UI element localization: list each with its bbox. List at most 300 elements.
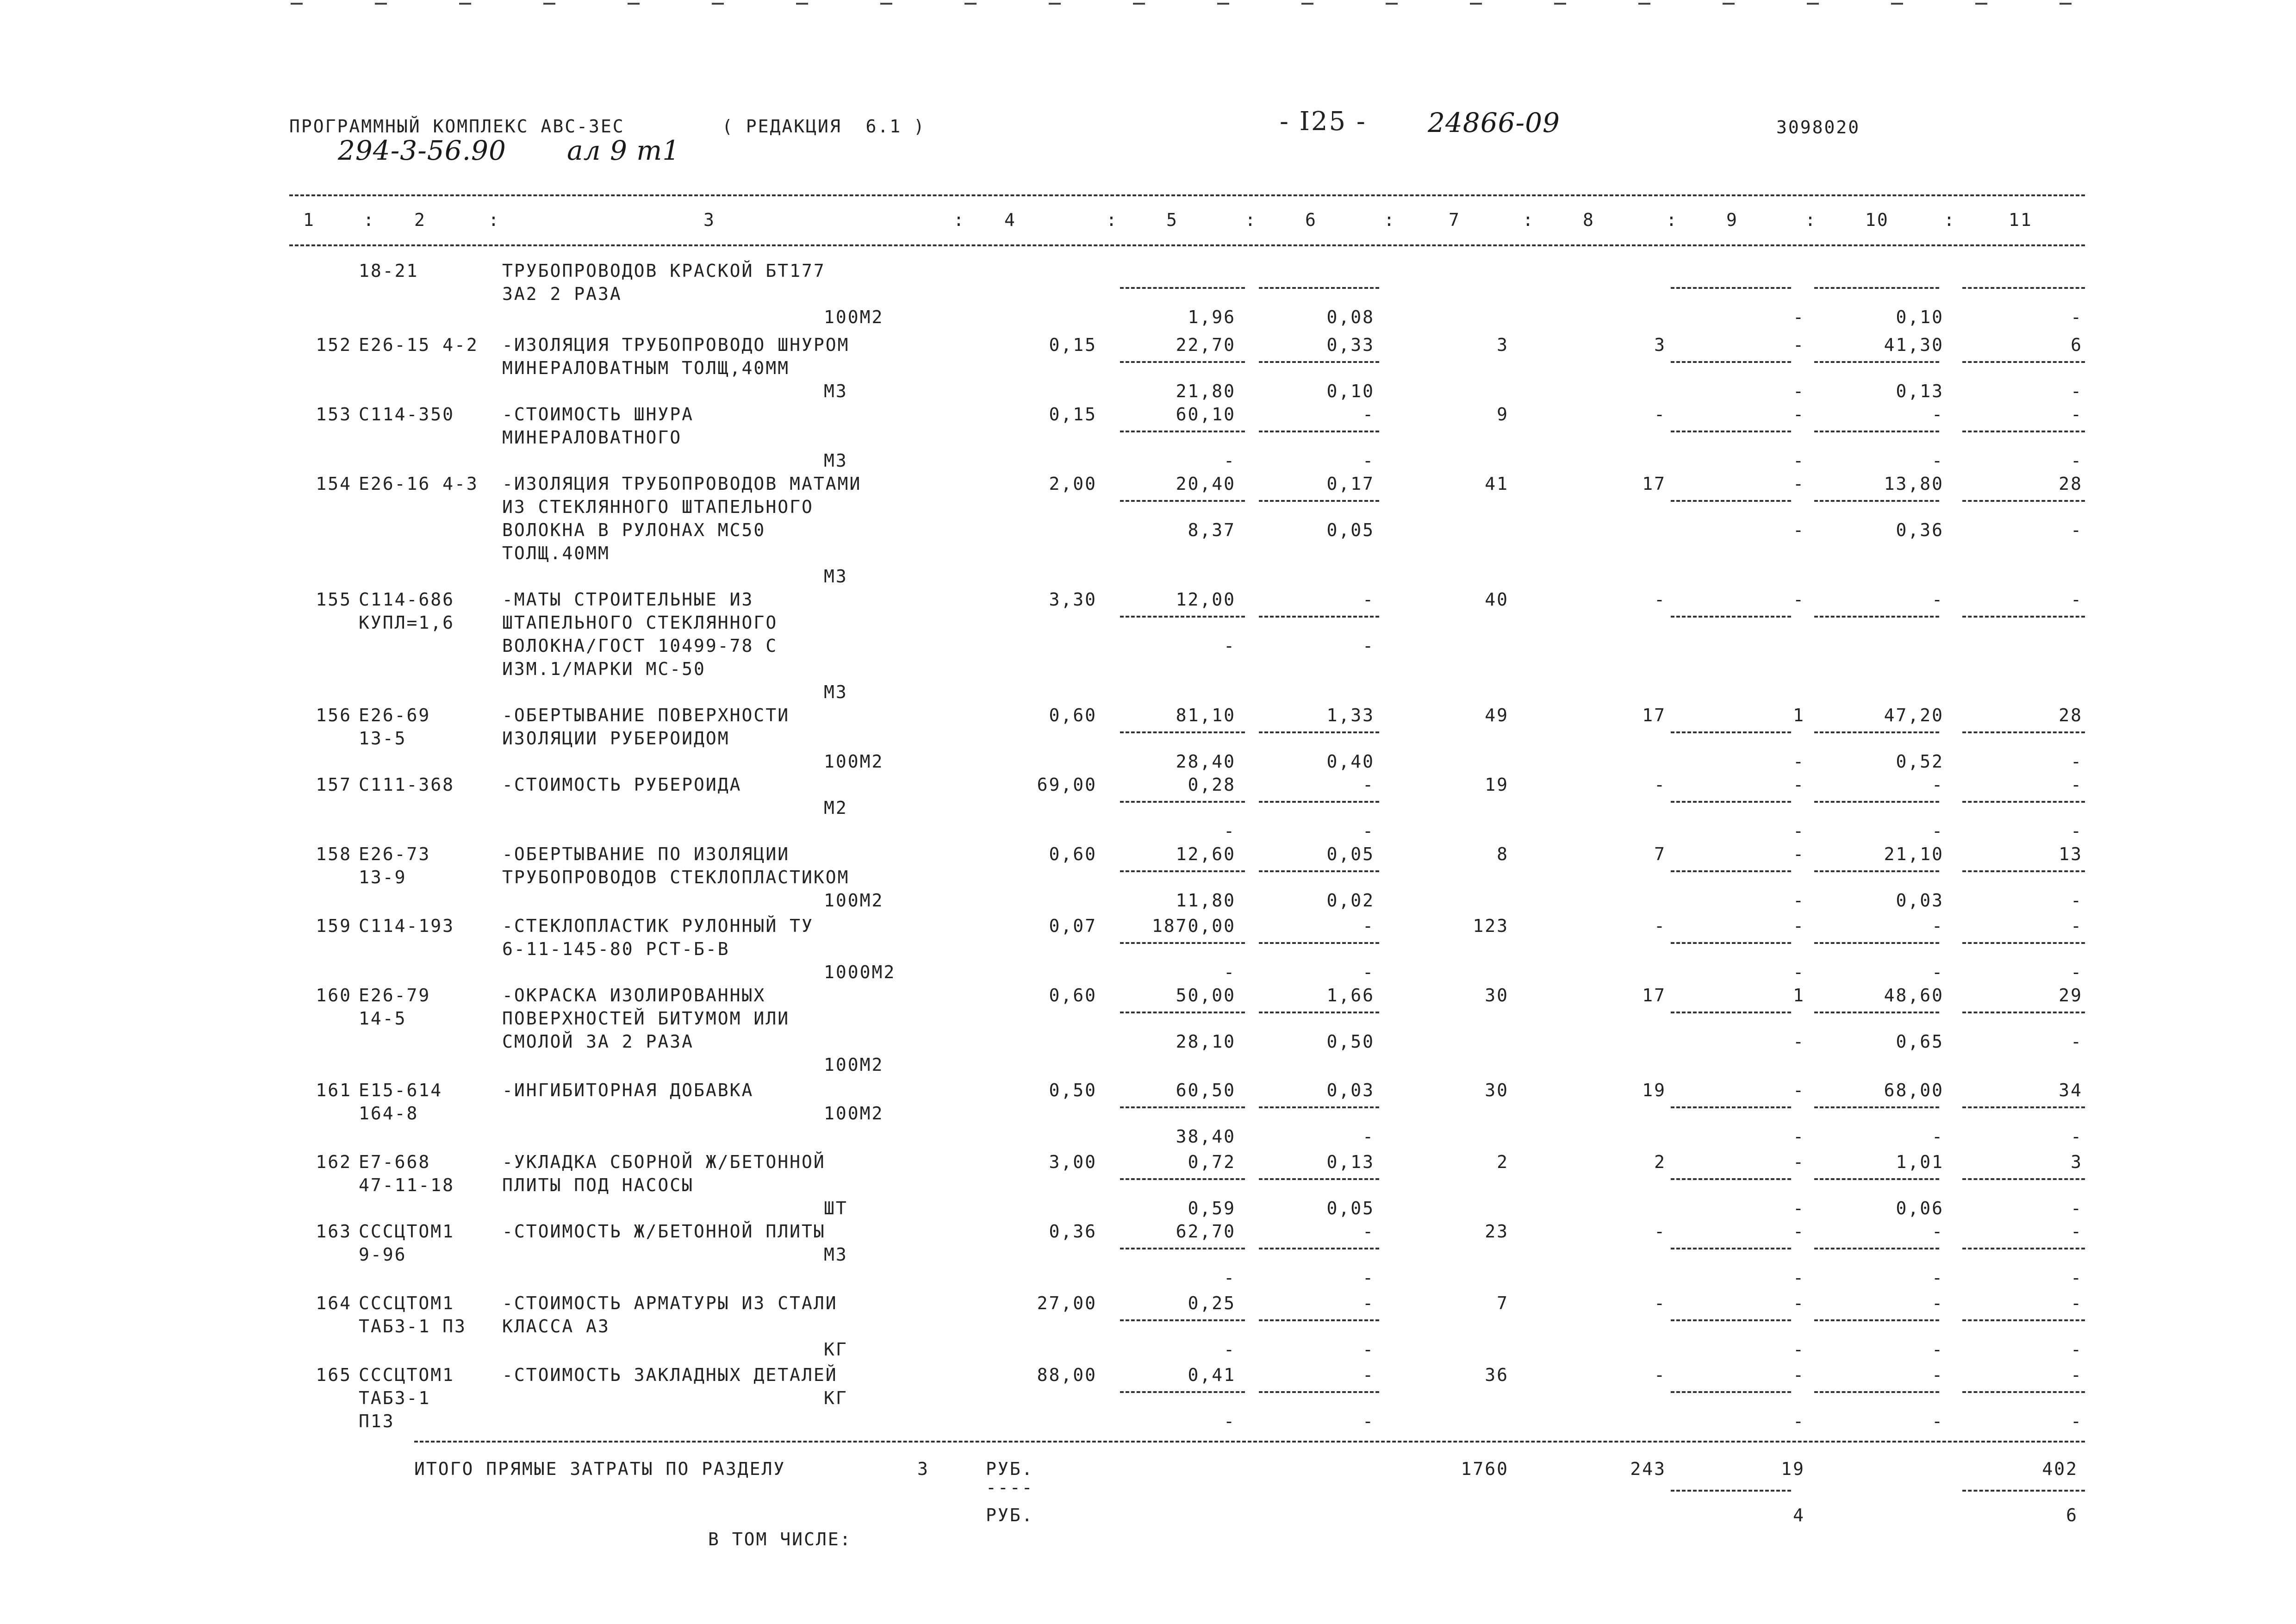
page-number: - I25 - [1280, 106, 1367, 137]
row-col5-labour: 11,80 [1176, 890, 1236, 911]
column-separator: : [1666, 210, 1678, 230]
row-col11-rule [1962, 1319, 2085, 1321]
row-col6-rule [1259, 1106, 1379, 1108]
row-description: ИЗОЛЯЦИИ РУБЕРОИДОМ [502, 728, 730, 749]
row-col9-rule [1671, 1178, 1791, 1180]
row-col11-rule [1962, 431, 2085, 432]
column-header-8: 8 [1583, 210, 1595, 230]
row-col8: - [1654, 916, 1666, 936]
row-col6-rule [1259, 731, 1379, 733]
edge-mark [712, 3, 724, 5]
row-col9-rule [1671, 870, 1791, 872]
row-col5-total: 1870,00 [1151, 916, 1236, 936]
row-col8: - [1654, 1365, 1666, 1385]
row-col6-total: 0,03 [1326, 1080, 1375, 1100]
row-col8: 2 [1654, 1152, 1666, 1172]
row-col10-total: 13,80 [1884, 474, 1944, 494]
row-code: С114-350 [359, 404, 455, 425]
row-description: ВОЛОКНА В РУЛОНАХ МС50 [502, 520, 766, 540]
row-code: С114-686 [359, 589, 455, 610]
row-col10-rule [1814, 1248, 1939, 1249]
row-col11-labour: - [2071, 821, 2083, 841]
edge-mark [375, 3, 387, 5]
row-col11-rule [1962, 731, 2085, 733]
row-code: Е26-69 [359, 705, 431, 725]
row-col5-total: 22,70 [1176, 335, 1236, 355]
row-col5-rule [1120, 801, 1245, 803]
row-col9-labour: - [1793, 1339, 1805, 1360]
row-code: 14-5 [359, 1008, 407, 1029]
row-description: ИЗМ.1/МАРКИ МС-50 [502, 659, 706, 679]
row-description: -СТОИМОСТЬ АРМАТУРЫ ИЗ СТАЛИ [502, 1293, 838, 1313]
row-col9-rule [1671, 361, 1791, 363]
row-code: 18-21 [359, 261, 419, 281]
row-col5-labour: - [1224, 636, 1236, 656]
row-col5-labour: 38,40 [1176, 1126, 1236, 1147]
edge-mark [1891, 3, 1903, 5]
row-col8: - [1654, 404, 1666, 425]
row-description: ШТАПЕЛЬНОГО СТЕКЛЯННОГО [502, 612, 778, 633]
row-col6-total: - [1363, 589, 1375, 610]
row-col6-rule [1259, 361, 1379, 363]
row-col11-total: 28 [2059, 705, 2083, 725]
row-col6-total: - [1363, 916, 1375, 936]
totals-col9-rule [1671, 1490, 1791, 1492]
edge-mark [796, 3, 808, 5]
row-unit: М2 [824, 798, 848, 818]
edge-mark [1217, 3, 1229, 5]
row-quantity: 3,00 [1049, 1152, 1097, 1172]
row-description: -ОКРАСКА ИЗОЛИРОВАННЫХ [502, 985, 766, 1006]
row-col11-total: - [2071, 1365, 2083, 1385]
row-description: ЗА2 2 РАЗА [502, 284, 622, 304]
row-col6-rule [1259, 1319, 1379, 1321]
row-col9-rule [1671, 801, 1791, 803]
totals-unit-2: РУБ. [986, 1505, 1034, 1525]
row-col8: 17 [1642, 985, 1666, 1006]
row-col7: 49 [1485, 705, 1509, 725]
row-quantity: 0,15 [1049, 404, 1097, 425]
totals-col9: 19 [1781, 1459, 1805, 1479]
row-quantity: 0,36 [1049, 1221, 1097, 1242]
row-col5-labour: 8,37 [1188, 520, 1236, 540]
header-rule-top [289, 194, 2085, 196]
edge-mark [1638, 3, 1650, 5]
row-code: 13-9 [359, 867, 407, 887]
row-col11-labour: - [2071, 962, 2083, 982]
row-col10-total: - [1932, 1221, 1944, 1242]
row-code: Е26-79 [359, 985, 431, 1006]
column-header-3: 3 [703, 210, 716, 230]
row-col11-rule [1962, 870, 2085, 872]
program-title: ПРОГРАММНЫЙ КОМПЛЕКС АВС-3ЕС [289, 116, 625, 137]
edge-mark [1807, 3, 1819, 5]
column-separator: : [1805, 210, 1817, 230]
row-col5-labour: - [1224, 1339, 1236, 1360]
row-col9-labour: - [1793, 520, 1805, 540]
row-description: ВОЛОКНА/ГОСТ 10499-78 С [502, 636, 778, 656]
row-code: Е15-614 [359, 1080, 443, 1100]
row-number: 165 [316, 1365, 352, 1385]
row-col5-rule [1120, 431, 1245, 432]
row-col11-total: 28 [2059, 474, 2083, 494]
row-col10-rule [1814, 1319, 1939, 1321]
column-separator: : [1523, 210, 1535, 230]
row-col6-labour: - [1363, 1339, 1375, 1360]
row-col6-total: 0,33 [1326, 335, 1375, 355]
edge-mark [628, 3, 640, 5]
column-separator: : [1384, 210, 1396, 230]
row-description: -УКЛАДКА СБОРНОЙ Ж/БЕТОННОЙ [502, 1152, 826, 1172]
row-description: -ИНГИБИТОРНАЯ ДОБАВКА [502, 1080, 754, 1100]
column-separator: : [1106, 210, 1118, 230]
row-col11-total: - [2071, 404, 2083, 425]
document-number: 24866-09 [1428, 107, 1560, 138]
row-col10-rule [1814, 1391, 1939, 1393]
row-col7: 41 [1485, 474, 1509, 494]
column-header-9: 9 [1726, 210, 1738, 230]
row-unit: КГ [824, 1339, 848, 1360]
row-col5-labour: 0,59 [1188, 1198, 1236, 1218]
row-col10-total: 47,20 [1884, 705, 1944, 725]
row-col9-labour: - [1793, 307, 1805, 327]
row-number: 161 [316, 1080, 352, 1100]
row-col7: 19 [1485, 775, 1509, 795]
column-header-2: 2 [414, 210, 426, 230]
row-col10-labour: - [1932, 1126, 1944, 1147]
column-header-1: 1 [303, 210, 315, 230]
row-code: 164-8 [359, 1103, 419, 1124]
row-col6-labour: - [1363, 636, 1375, 656]
row-number: 160 [316, 985, 352, 1006]
row-col9-labour: - [1793, 962, 1805, 982]
row-code: СССЦТОМ1 [359, 1221, 455, 1242]
row-col5-labour: 28,40 [1176, 751, 1236, 772]
row-col9-total: - [1793, 916, 1805, 936]
row-description: ИЗ СТЕКЛЯННОГО ШТАПЕЛЬНОГО [502, 497, 814, 517]
row-col9-rule [1671, 287, 1791, 289]
row-col11-total: 29 [2059, 985, 2083, 1006]
totals-rule [414, 1441, 2085, 1443]
row-col9-rule [1671, 1319, 1791, 1321]
edge-mark [1975, 3, 1987, 5]
row-col9-total: - [1793, 335, 1805, 355]
edge-mark [1554, 3, 1566, 5]
row-col8: 17 [1642, 474, 1666, 494]
row-col11-total: - [2071, 1221, 2083, 1242]
row-col11-labour: - [2071, 520, 2083, 540]
row-col7: 2 [1497, 1152, 1509, 1172]
row-col6-total: - [1363, 1365, 1375, 1385]
row-quantity: 27,00 [1037, 1293, 1097, 1313]
row-number: 158 [316, 844, 352, 864]
row-description: -СТОИМОСТЬ РУБЕРОИДА [502, 775, 742, 795]
edge-mark [1049, 3, 1061, 5]
row-col11-rule [1962, 500, 2085, 502]
row-col5-rule [1120, 1012, 1245, 1013]
row-col11-labour: - [2071, 381, 2083, 401]
row-col6-labour: - [1363, 1268, 1375, 1288]
row-col10-rule [1814, 500, 1939, 502]
row-col5-rule [1120, 1178, 1245, 1180]
column-header-6: 6 [1305, 210, 1317, 230]
row-col5-labour: - [1224, 1411, 1236, 1431]
row-col7: 40 [1485, 589, 1509, 610]
row-quantity: 2,00 [1049, 474, 1097, 494]
row-col9-total: - [1793, 775, 1805, 795]
column-header-5: 5 [1166, 210, 1178, 230]
row-col9-labour: - [1793, 821, 1805, 841]
row-col5-total: 12,60 [1176, 844, 1236, 864]
row-quantity: 69,00 [1037, 775, 1097, 795]
row-code: ТАБ3-1 П3 [359, 1316, 467, 1337]
row-col5-labour: - [1224, 821, 1236, 841]
row-description: ТРУБОПРОВОДОВ КРАСКОЙ БТ177 [502, 261, 826, 281]
row-code: Е26-16 4-3 [359, 474, 479, 494]
row-col6-rule [1259, 1012, 1379, 1013]
row-description: ТРУБОПРОВОДОВ СТЕКЛОПЛАСТИКОМ [502, 867, 850, 887]
row-col5-labour: 28,10 [1176, 1031, 1236, 1052]
row-col6-total: 1,66 [1326, 985, 1375, 1006]
row-col10-labour: 0,06 [1896, 1198, 1944, 1218]
row-col9-total: - [1793, 1152, 1805, 1172]
row-col10-total: 68,00 [1884, 1080, 1944, 1100]
row-number: 153 [316, 404, 352, 425]
row-col7: 8 [1497, 844, 1509, 864]
row-code: П13 [359, 1411, 395, 1431]
column-header-7: 7 [1449, 210, 1461, 230]
row-col6-total: 0,13 [1326, 1152, 1375, 1172]
row-col10-labour: 0,10 [1896, 307, 1944, 327]
row-unit: М3 [824, 450, 848, 471]
row-col9-rule [1671, 1106, 1791, 1108]
row-code: ТАБ3-1 [359, 1388, 431, 1408]
project-number: 294-3-56.90 [338, 135, 506, 166]
row-col11-total: - [2071, 589, 2083, 610]
row-col10-rule [1814, 870, 1939, 872]
edge-mark [1301, 3, 1313, 5]
row-description: КЛАССА А3 [502, 1316, 610, 1337]
totals-unit-1: РУБ. [986, 1459, 1034, 1479]
totals-label: ИТОГО ПРЯМЫЕ ЗАТРАТЫ ПО РАЗДЕЛУ [414, 1459, 786, 1479]
row-col11-rule [1962, 942, 2085, 944]
row-col10-labour: 0,36 [1896, 520, 1944, 540]
row-col10-total: 21,10 [1884, 844, 1944, 864]
row-unit: М3 [824, 566, 848, 587]
totals-col8: 243 [1630, 1459, 1666, 1479]
row-col6-labour: 0,50 [1326, 1031, 1375, 1052]
row-col5-total: 62,70 [1176, 1221, 1236, 1242]
edge-mark [543, 3, 555, 5]
row-col11-rule [1962, 1391, 2085, 1393]
row-col6-total: - [1363, 404, 1375, 425]
row-unit: ШТ [824, 1198, 848, 1218]
row-col5-total: 0,28 [1188, 775, 1236, 795]
row-col5-rule [1120, 731, 1245, 733]
row-code: С114-193 [359, 916, 455, 936]
row-description: ТОЛЩ.40ММ [502, 543, 610, 563]
row-col10-labour: - [1932, 1268, 1944, 1288]
row-col9-total: - [1793, 404, 1805, 425]
row-description: -СТОИМОСТЬ ШНУРА [502, 404, 694, 425]
row-col9-total: - [1793, 1365, 1805, 1385]
row-col10-labour: - [1932, 1411, 1944, 1431]
row-col9-labour: - [1793, 1031, 1805, 1052]
row-col7: 9 [1497, 404, 1509, 425]
edge-mark [880, 3, 892, 5]
row-description: -ИЗОЛЯЦИЯ ТРУБОПРОВОДО ШНУРОМ [502, 335, 850, 355]
column-header-11: 11 [2009, 210, 2033, 230]
row-col5-rule [1120, 870, 1245, 872]
row-quantity: 0,50 [1049, 1080, 1097, 1100]
row-col5-total: 60,50 [1176, 1080, 1236, 1100]
row-col9-labour: - [1793, 751, 1805, 772]
totals-col7: 1760 [1461, 1459, 1509, 1479]
totals-col11-rule [1962, 1490, 2085, 1492]
row-col9-total: 1 [1793, 705, 1805, 725]
row-quantity: 0,60 [1049, 705, 1097, 725]
row-col5-total: 50,00 [1176, 985, 1236, 1006]
row-col10-labour: 0,65 [1896, 1031, 1944, 1052]
row-col11-rule [1962, 287, 2085, 289]
row-col10-total: - [1932, 775, 1944, 795]
row-col7: 23 [1485, 1221, 1509, 1242]
row-col5-rule [1120, 1319, 1245, 1321]
row-col11-total: 6 [2071, 335, 2083, 355]
row-unit: 100М2 [824, 751, 884, 772]
row-col6-total: 0,05 [1326, 844, 1375, 864]
row-col9-labour: - [1793, 890, 1805, 911]
row-col9-labour: - [1793, 1411, 1805, 1431]
row-col11-total: - [2071, 1293, 2083, 1313]
row-col7: 30 [1485, 1080, 1509, 1100]
edge-mark [1386, 3, 1398, 5]
row-col5-rule [1120, 1248, 1245, 1249]
row-col5-labour: - [1224, 962, 1236, 982]
row-col6-labour: 0,05 [1326, 1198, 1375, 1218]
row-col11-labour: - [2071, 1126, 2083, 1147]
row-col5-labour: - [1224, 450, 1236, 471]
row-col9-rule [1671, 1012, 1791, 1013]
row-col5-total: 0,25 [1188, 1293, 1236, 1313]
row-col9-rule [1671, 616, 1791, 618]
print-code: 3098020 [1776, 117, 1860, 137]
row-col8: 19 [1642, 1080, 1666, 1100]
row-col10-rule [1814, 1178, 1939, 1180]
including-label: В ТОМ ЧИСЛЕ: [708, 1529, 852, 1549]
row-col5-total: 0,72 [1188, 1152, 1236, 1172]
row-col10-total: - [1932, 1293, 1944, 1313]
row-quantity: 88,00 [1037, 1365, 1097, 1385]
row-col9-total: - [1793, 844, 1805, 864]
row-col9-total: - [1793, 1221, 1805, 1242]
row-number: 155 [316, 589, 352, 610]
row-description: -МАТЫ СТРОИТЕЛЬНЫЕ ИЗ [502, 589, 754, 610]
row-col6-labour: 0,40 [1326, 751, 1375, 772]
totals-unit-sep: ---- [986, 1477, 1034, 1498]
row-col11-total: 13 [2059, 844, 2083, 864]
row-col10-labour: - [1932, 1339, 1944, 1360]
row-col11-labour: - [2071, 1411, 2083, 1431]
column-header-10: 10 [1865, 210, 1889, 230]
row-col6-labour: 0,05 [1326, 520, 1375, 540]
edge-mark [2060, 3, 2072, 5]
row-col6-labour: - [1363, 821, 1375, 841]
row-col11-rule [1962, 1012, 2085, 1013]
row-number: 162 [316, 1152, 352, 1172]
row-unit: 100М2 [824, 1103, 884, 1124]
row-description: -ОБЕРТЫВАНИЕ ПО ИЗОЛЯЦИИ [502, 844, 790, 864]
row-unit: 100М2 [824, 307, 884, 327]
row-code: 47-11-18 [359, 1175, 455, 1195]
row-col6-labour: 0,08 [1326, 307, 1375, 327]
row-col10-labour: 0,52 [1896, 751, 1944, 772]
row-unit: М3 [824, 682, 848, 702]
row-col9-labour: - [1793, 1126, 1805, 1147]
row-col6-labour: 0,02 [1326, 890, 1375, 911]
row-description: -СТОИМОСТЬ Ж/БЕТОННОЙ ПЛИТЫ [502, 1221, 826, 1242]
row-number: 152 [316, 335, 352, 355]
row-col6-labour: - [1363, 1411, 1375, 1431]
row-col6-total: - [1363, 775, 1375, 795]
row-col6-rule [1259, 1391, 1379, 1393]
row-code: СССЦТОМ1 [359, 1365, 455, 1385]
row-col11-rule [1962, 1178, 2085, 1180]
totals-col9-b: 4 [1793, 1505, 1805, 1525]
row-col10-total: 41,30 [1884, 335, 1944, 355]
row-col10-total: 1,01 [1896, 1152, 1944, 1172]
row-col10-total: - [1932, 404, 1944, 425]
row-col11-labour: - [2071, 1198, 2083, 1218]
row-number: 159 [316, 916, 352, 936]
row-unit: М3 [824, 1244, 848, 1265]
row-number: 154 [316, 474, 352, 494]
row-col11-rule [1962, 1248, 2085, 1249]
row-unit: М3 [824, 381, 848, 401]
row-col9-labour: - [1793, 381, 1805, 401]
totals-section: 3 [917, 1459, 929, 1479]
row-quantity: 3,30 [1049, 589, 1097, 610]
row-description: МИНЕРАЛОВАТНЫМ ТОЛЩ,40ММ [502, 358, 790, 378]
edge-mark [1470, 3, 1482, 5]
row-description: -ИЗОЛЯЦИЯ ТРУБОПРОВОДОВ МАТАМИ [502, 474, 862, 494]
row-number: 163 [316, 1221, 352, 1242]
row-col5-rule [1120, 287, 1245, 289]
row-col9-labour: - [1793, 450, 1805, 471]
row-col10-rule [1814, 431, 1939, 432]
row-col5-rule [1120, 942, 1245, 944]
row-number: 157 [316, 775, 352, 795]
row-col10-labour: - [1932, 450, 1944, 471]
row-col10-total: - [1932, 1365, 1944, 1385]
row-col10-labour: 0,13 [1896, 381, 1944, 401]
row-col10-total: 48,60 [1884, 985, 1944, 1006]
row-col11-labour: - [2071, 751, 2083, 772]
row-col10-total: - [1932, 589, 1944, 610]
row-description: СМОЛОЙ ЗА 2 РАЗА [502, 1031, 694, 1052]
row-col5-labour: 21,80 [1176, 381, 1236, 401]
row-col10-labour: - [1932, 821, 1944, 841]
row-col10-rule [1814, 1012, 1939, 1013]
column-separator: : [488, 210, 500, 230]
row-col9-total: - [1793, 1293, 1805, 1313]
row-col6-labour: - [1363, 450, 1375, 471]
row-col11-labour: - [2071, 1031, 2083, 1052]
row-col9-rule [1671, 731, 1791, 733]
row-quantity: 0,07 [1049, 916, 1097, 936]
row-col10-rule [1814, 801, 1939, 803]
row-col11-labour: - [2071, 307, 2083, 327]
